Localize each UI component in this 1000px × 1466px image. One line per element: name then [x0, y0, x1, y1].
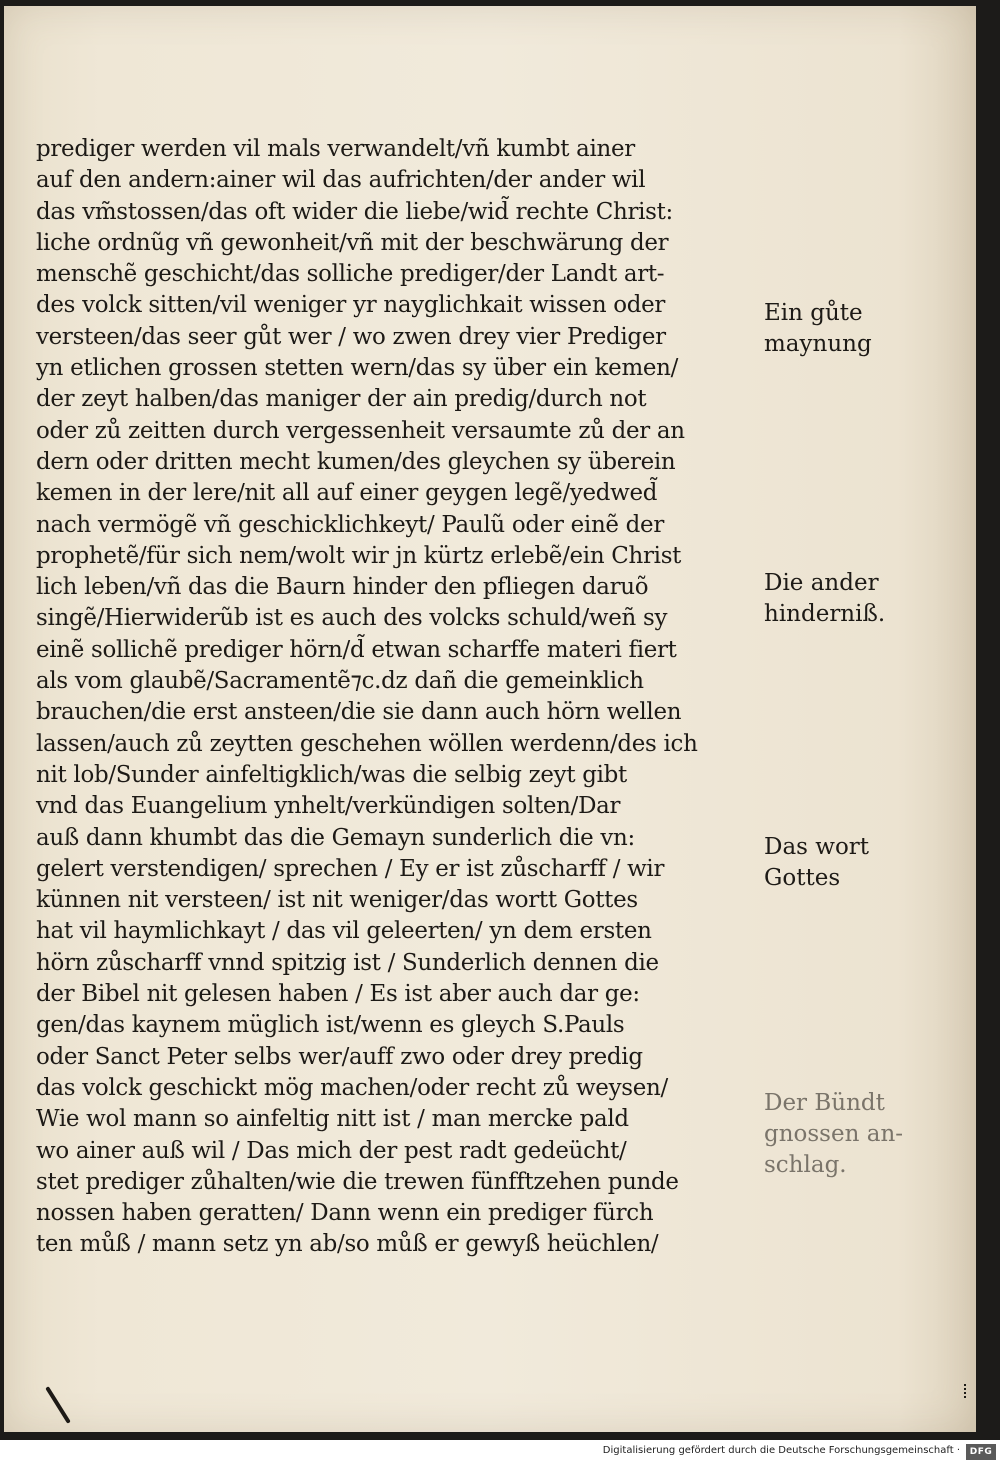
corner-ink-mark	[964, 1384, 974, 1398]
text-line: hörn zůscharff vnnd spitzig ist / Sunderlich dennen die	[36, 949, 659, 976]
text-line: gen/das kaynem müglich ist/wenn es gleych S.Pauls	[36, 1012, 625, 1039]
text-line: oder zů zeitten durch vergessenheit versaumte zů der an	[36, 417, 685, 444]
book-page	[4, 6, 976, 1432]
text-line: liche ordnũg vñ gewonheit/vñ mit der beschwärung der	[36, 229, 669, 256]
text-line: einẽ sollichẽ prediger hörn/d̃ etwan scharffe materi fiert	[36, 636, 677, 663]
text-line: nit lob/Sunder ainfeltigklich/was die selbig zeyt gibt	[36, 761, 627, 788]
dfg-logo-icon: DFG	[966, 1444, 996, 1460]
marginal-note-line: Gottes	[764, 865, 841, 891]
text-line: lassen/auch zů zeytten geschehen wöllen werdenn/des ich	[36, 730, 698, 757]
text-line: prediger werden vil mals verwandelt/vñ kumbt ainer	[36, 136, 635, 162]
text-line: ten můß / mann setz yn ab/so můß er gewyß heüchlen/	[36, 1231, 659, 1258]
text-line: gelert verstendigen/ sprechen / Ey er ist zůscharff / wir	[36, 855, 665, 882]
text-line: des volck sitten/vil weniger yr nayglichkait wissen oder	[36, 292, 666, 319]
marginal-note-line: gnossen an-	[764, 1121, 904, 1147]
marginal-note-2	[764, 568, 954, 630]
text-line: der zeyt halben/das maniger der ain predig/durch not	[36, 386, 647, 413]
ink-stroke-mark	[45, 1386, 71, 1424]
text-line: als vom glaubẽ/Sacramentẽ⁊c.dz dañ die gemeinklich	[36, 668, 644, 695]
marginal-note-line: Das wort	[764, 834, 870, 860]
text-line: künnen nit versteen/ ist nit weniger/das wortt Gottes	[36, 887, 638, 914]
marginal-note-line: hinderniß.	[764, 601, 886, 627]
text-line: stet prediger zůhalten/wie die trewen fünfftzehen punde	[36, 1168, 679, 1195]
text-line: lich leben/vñ das die Baurn hinder den pfliegen daruõ	[36, 574, 649, 601]
text-line: hat vil haymlichkayt / das vil geleerten/ yn dem ersten	[36, 918, 652, 945]
text-line: Wie wol mann so ainfeltig nitt ist / man mercke pald	[36, 1106, 629, 1133]
marginal-note-1	[764, 298, 954, 360]
text-line: der Bibel nit gelesen haben / Es ist aber auch dar ge:	[36, 981, 640, 1008]
body-text	[36, 134, 756, 1261]
marginal-note-line: schlag.	[764, 1152, 847, 1178]
footer-bar	[0, 1440, 1000, 1466]
marginal-note-line: Der Bündt	[764, 1090, 885, 1116]
text-line: versteen/das seer gůt wer / wo zwen drey vier Prediger	[36, 323, 666, 350]
marginal-note-3	[764, 832, 954, 894]
text-line: brauchen/die erst ansteen/die sie dann auch hörn wellen	[36, 699, 682, 726]
marginal-note-4	[764, 1088, 954, 1181]
text-line: prophetẽ/für sich nem/wolt wir jn kürtz erlebẽ/ein Christ	[36, 542, 682, 569]
text-line: yn etlichen grossen stetten wern/das sy über ein kemen/	[36, 355, 679, 382]
text-line: das volck geschickt mög machen/oder recht zů weysen/	[36, 1074, 668, 1101]
text-line: singẽ/Hierwiderũb ist es auch des volcks schuld/weñ sy	[36, 605, 668, 632]
text-line: dern oder dritten mecht kumen/des gleychen sy überein	[36, 448, 676, 475]
text-line: wo ainer auß wil / Das mich der pest radt gedeücht/	[36, 1137, 627, 1164]
text-line: auf den andern:ainer wil das aufrichten/der ander wil	[36, 167, 646, 194]
text-line: menschẽ geschicht/das solliche prediger/der Landt art-	[36, 261, 665, 288]
text-line: oder Sanct Peter selbs wer/auff zwo oder drey predig	[36, 1043, 643, 1070]
funding-credit: Digitalisierung gefördert durch die Deutsche Forschungsgemeinschaft ·	[602, 1445, 960, 1456]
text-line: vnd das Euangelium ynhelt/verkündigen solten/Dar	[36, 793, 621, 820]
text-line: auß dann khumbt das die Gemayn sunderlich die vn:	[36, 824, 635, 851]
text-line: nossen haben geratten/ Dann wenn ein prediger fürch	[36, 1200, 654, 1227]
text-line: das vm̃stossen/das oft wider die liebe/wid̃ rechte Christ:	[36, 198, 673, 225]
marginal-note-line: Die ander	[764, 570, 879, 596]
marginal-note-line: maynung	[764, 331, 872, 357]
marginal-note-line: Ein gůte	[764, 300, 863, 326]
text-line: nach vermögẽ vñ geschicklichkeyt/ Paulũ oder einẽ der	[36, 511, 665, 538]
text-line: kemen in der lere/nit all auf einer geygen legẽ/yedwed̃	[36, 480, 658, 507]
